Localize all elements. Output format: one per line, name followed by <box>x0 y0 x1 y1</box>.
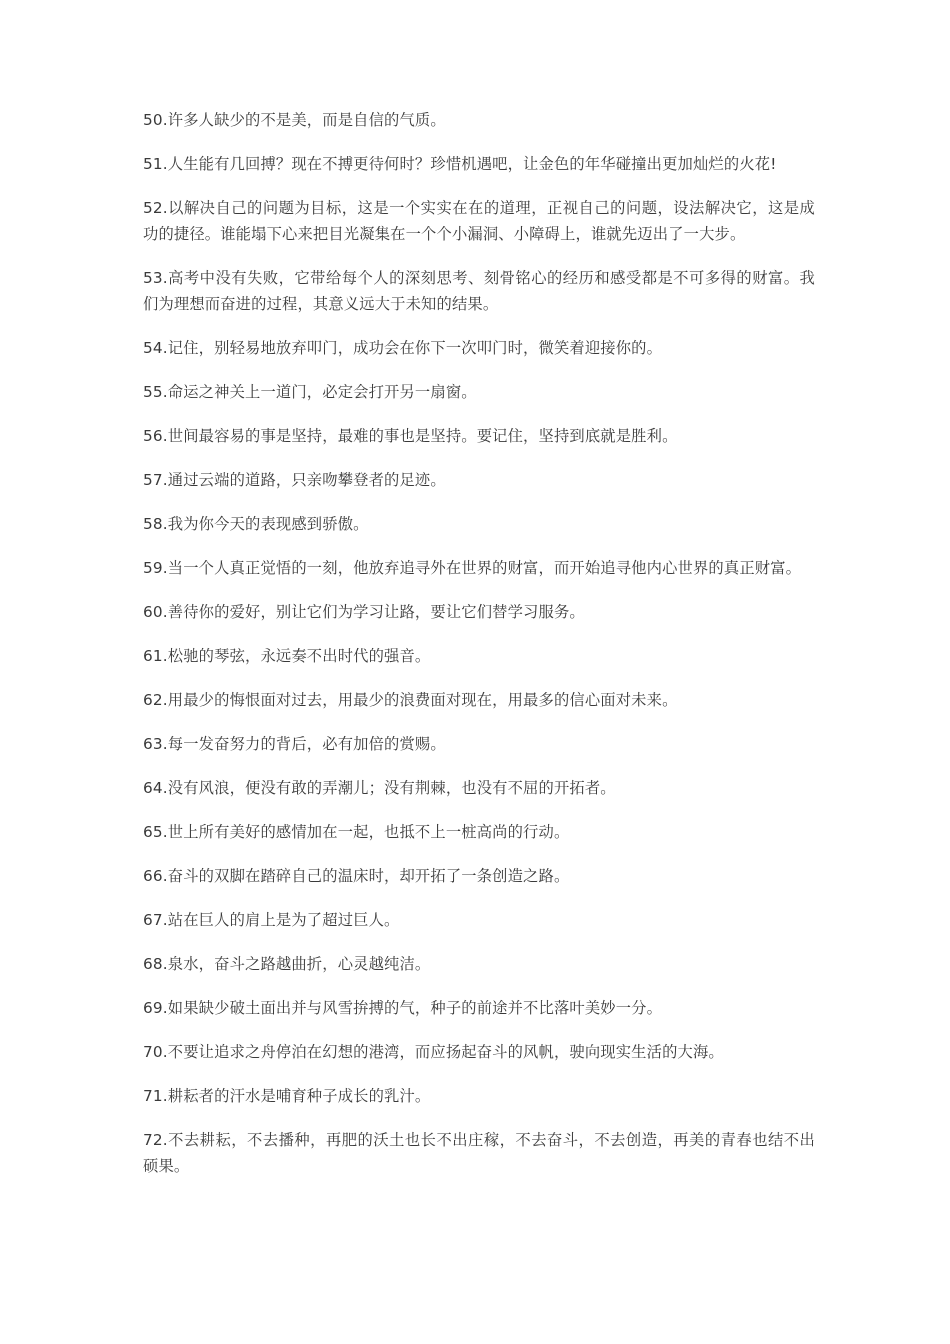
quote-line: 54.记住，别轻易地放弃叩门，成功会在你下一次叩门时，微笑着迎接你的。 <box>143 339 663 357</box>
quote-line: 52.以解决自己的问题为目标，这是一个实实在在的道理，正视自己的问题，设法解决它，这是成功的捷径。谁能塌下心来把目光凝集在一个个小漏洞、小障碍上，谁就先迈出了一大步。 <box>143 199 815 243</box>
quote-line: 55.命运之神关上一道门，必定会打开另一扇窗。 <box>143 383 477 401</box>
quote-line: 56.世间最容易的事是坚持，最难的事也是坚持。要记住，坚持到底就是胜利。 <box>143 427 678 445</box>
quote-line: 63.每一发奋努力的背后，必有加倍的赏赐。 <box>143 735 446 753</box>
quote-line: 58.我为你今天的表现感到骄傲。 <box>143 515 369 533</box>
quote-line: 57.通过云端的道路，只亲吻攀登者的足迹。 <box>143 471 446 489</box>
quote-line: 51.人生能有几回搏？现在不搏更待何时？珍惜机遇吧，让金色的年华碰撞出更加灿烂的火花! <box>143 155 777 173</box>
quote-line: 69.如果缺少破土面出并与风雪拚搏的气，种子的前途并不比落叶美妙一分。 <box>143 999 663 1017</box>
quote-line: 61.松驰的琴弦，永远奏不出时代的强音。 <box>143 647 431 665</box>
quote-line: 67.站在巨人的肩上是为了超过巨人。 <box>143 911 400 929</box>
quote-line: 70.不要让追求之舟停泊在幻想的港湾，而应扬起奋斗的风帆，驶向现实生活的大海。 <box>143 1043 724 1061</box>
quote-line: 59.当一个人真正觉悟的一刻，他放弃追寻外在世界的财富，而开始追寻他内心世界的真正财富。 <box>143 559 802 577</box>
quote-line: 68.泉水，奋斗之路越曲折，心灵越纯洁。 <box>143 955 431 973</box>
quote-line: 72.不去耕耘，不去播种，再肥的沃土也长不出庄稼，不去奋斗，不去创造，再美的青春也结不出硕果。 <box>143 1131 815 1175</box>
quote-line: 62.用最少的悔恨面对过去，用最少的浪费面对现在，用最多的信心面对未来。 <box>143 691 678 709</box>
quote-list <box>143 107 815 1179</box>
quote-line: 50.许多人缺少的不是美，而是自信的气质。 <box>143 111 446 129</box>
quote-line: 66.奋斗的双脚在踏碎自己的温床时，却开拓了一条创造之路。 <box>143 867 570 885</box>
quote-line: 65.世上所有美好的感情加在一起，也抵不上一桩高尚的行动。 <box>143 823 570 841</box>
quote-line: 71.耕耘者的汗水是哺育种子成长的乳汁。 <box>143 1087 431 1105</box>
quote-line: 64.没有风浪，便没有敢的弄潮儿；没有荆棘，也没有不屈的开拓者。 <box>143 779 616 797</box>
quote-line: 53.高考中没有失败，它带给每个人的深刻思考、刻骨铭心的经历和感受都是不可多得的财富。我们为理想而奋进的过程，其意义远大于未知的结果。 <box>143 269 815 313</box>
quote-line: 60.善待你的爱好，别让它们为学习让路，要让它们替学习服务。 <box>143 603 585 621</box>
